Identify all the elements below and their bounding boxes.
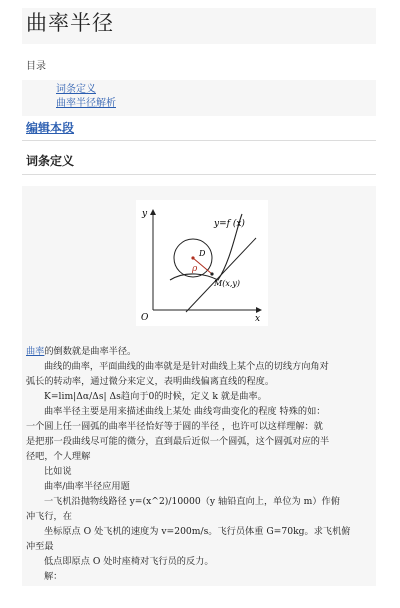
radius-label: ρ — [192, 264, 198, 274]
paragraph-line: 冲至最 — [26, 541, 54, 552]
page-title: 曲率半径 — [26, 11, 114, 35]
toc-item-definition[interactable]: 词条定义 — [56, 84, 96, 95]
paragraph-line: 一飞机沿抛物线路径 y=(x^2)/10000（y 轴铅直向上，单位为 m）作俯 — [44, 496, 340, 507]
paragraph-line: K=lim|Δα/Δs| Δs趋向于0的时候，定义 k 就是曲率。 — [44, 391, 267, 402]
paragraph-line: 冲飞行，在 — [26, 511, 72, 522]
paragraph-line: 一个圆上任一圆弧的曲率半径恰好等于圆的半径 ，也许可以这样理解：就 — [26, 421, 323, 432]
x-axis-label: x — [255, 314, 261, 324]
center-point — [191, 256, 194, 259]
paragraph-line: 低点即原点 O 处时座椅对飞行员的反力。 — [44, 556, 214, 567]
curvature-figure — [136, 200, 268, 326]
paragraph-line: 解： — [44, 571, 63, 582]
point-d-label: D — [199, 249, 206, 258]
point-m — [210, 272, 213, 275]
curvature-diagram — [136, 200, 268, 326]
paragraph-line: 曲线的曲率，平面曲线的曲率就是是针对曲线上某个点的切线方向角对 — [44, 361, 329, 372]
toc-item-analysis[interactable]: 曲率半径解析 — [56, 98, 116, 109]
paragraph-line: 曲率/曲率半径应用题 — [44, 481, 130, 492]
toc-label: 目录 — [26, 61, 46, 72]
paragraph-line: 比如说 — [44, 466, 72, 477]
y-axis-label: y — [142, 209, 148, 219]
divider — [22, 140, 376, 141]
paragraph-line: 是把那一段曲线尽可能的微分，直到最后近似一个圆弧，这个圆弧对应的半 — [26, 436, 330, 447]
tangent-line — [186, 238, 256, 312]
point-m-label: M(x,y) — [214, 279, 241, 288]
divider — [22, 174, 376, 175]
section-title: 词条定义 — [26, 154, 75, 168]
origin-label: O — [141, 313, 149, 323]
paragraph-line: 曲率的倒数就是曲率半径。 — [26, 346, 137, 357]
paragraph-line: 曲率半径主要是用来描述曲线上某处 曲线弯曲变化的程度 特殊的如： — [44, 406, 326, 417]
curvature-link[interactable]: 曲率 — [26, 346, 45, 357]
edit-section-link[interactable]: 编辑本段 — [26, 121, 75, 135]
paragraph-line: 坐标原点 O 处飞机的速度为 v=200m/s。飞行员体重 G=70kg。求飞机俯 — [44, 526, 351, 537]
paragraph-line: 弧长的转动率，通过微分来定义，表明曲线偏离直线的程度。 — [26, 376, 275, 387]
curve-label: y=f (x) — [214, 219, 245, 229]
paragraph-line: 径吧，个人理解 — [26, 451, 91, 462]
